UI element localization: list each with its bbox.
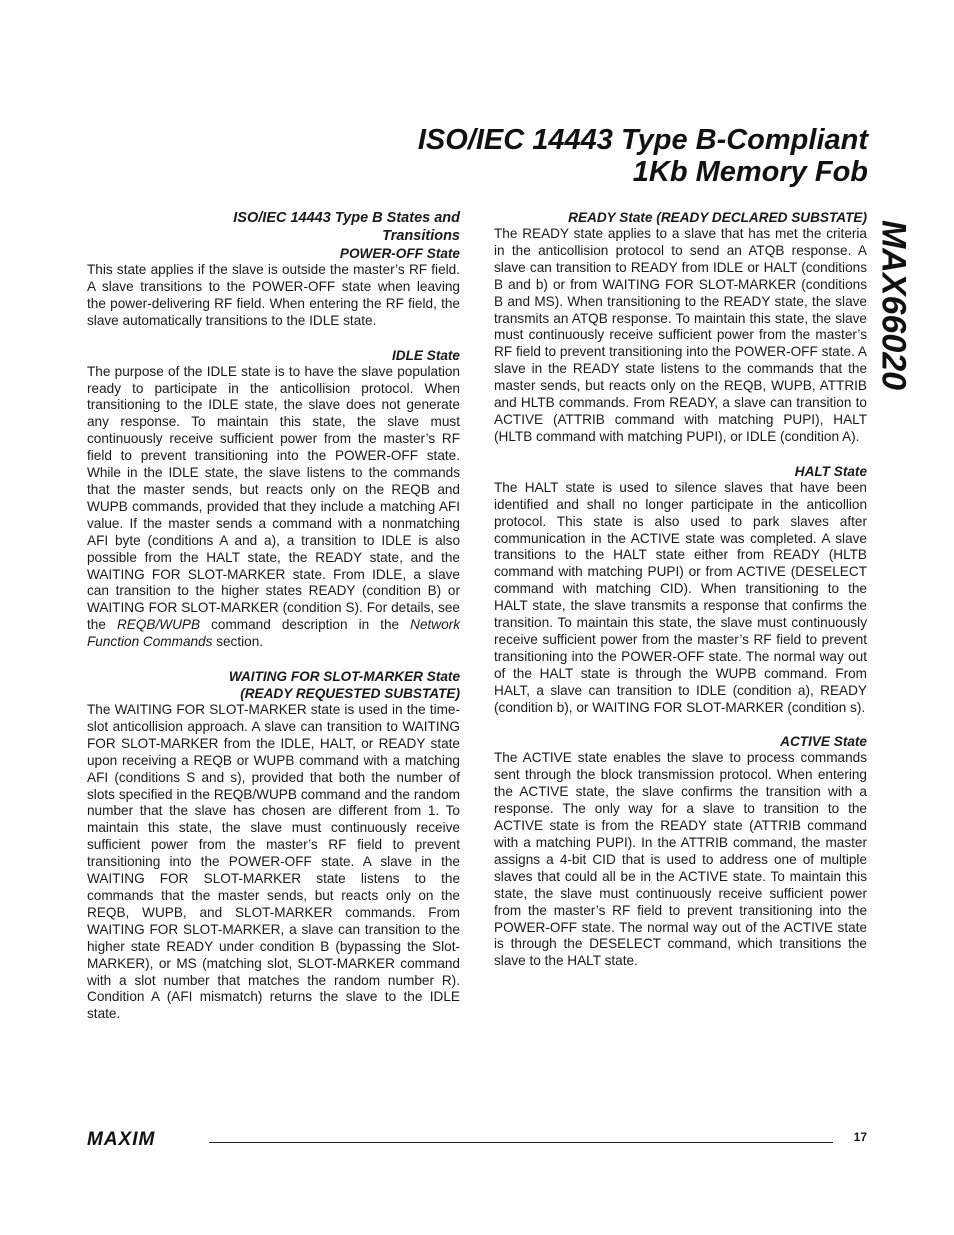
active-heading: ACTIVE State (780, 734, 867, 750)
idle-paragraph (87, 364, 460, 651)
halt-paragraph: The HALT state is used to silence slaves that have been identified and shall no longer participate in the anticollion protocol. This state is also used to park slaves after communication in the ACTIVE state was completed. A slave transitions to the HALT state either from READY (HLTB command with matching PUPI) or from ACTIVE (DESELECT command with matching CID). When transitioning to the HALT state, the slave transmits a response that confirms the transition. To maintain this state, the slave must continuously receive sufficient power from the master’s RF field to prevent transitioning into the POWER-OFF state. The normal way out of the HALT state is through the WUPB command. From HALT, a slave can transition to IDLE (condition a), READY (condition b), or WAITING FOR SLOT-MARKER (condition s). (494, 479, 867, 715)
idle-ref-reqb: REQB/WUPB (116, 617, 201, 633)
wfsm-paragraph: The WAITING FOR SLOT-MARKER state is used in the time-slot anticollision approach. A slave can transition to WAITING FOR SLOT-MARKER from the IDLE, HALT, or READY state upon receiving a REQB or WUPB command with a matching AFI (conditions S and s), provided that both the number of slots specified in the REQB/WUPB command and the random number that the slave has chosen are different from 1. To maintain this state, the slave must continuously receive sufficient power from the master’s RF field to prevent transitioning into the POWER-OFF state. A slave in the WAITING FOR SLOT-MARKER state listens to the commands that the master sends, but reacts only on the REQB, WUPB, and SLOT-MARKER commands. From WAITING FOR SLOT-MARKER, a slave can transition to the higher state READY under condition B (bypassing the Slot-MARKER), or MS (matching slot, SLOT-MARKER command with a slot number that matches the random number R). Condition A (AFI mismatch) returns the slave to the IDLE state. (87, 702, 460, 1022)
svg-text:MAXIM: MAXIM (87, 1130, 156, 1148)
part-number-label: MAX66020 (874, 219, 913, 391)
title-line-1: ISO/IEC 14443 Type B-Compliant (417, 124, 868, 156)
wfsm-heading-line-2: (READY REQUESTED SUBSTATE) (240, 686, 460, 702)
section-heading (87, 209, 460, 245)
page-footer (87, 1128, 867, 1152)
page-number: 17 (853, 1130, 867, 1144)
title-line-2: 1Kb Memory Fob (632, 156, 868, 188)
idle-heading: IDLE State (392, 347, 460, 363)
ready-paragraph: The READY state applies to a slave that has met the criteria in the anticollision protocol to send an ATQB response. A slave can transition to READY from IDLE or HALT (conditions B and b) or from WAITING FOR SLOT-MARKER (conditions B and MS). When transitioning to the READY state, the slave transmits an ATQB response. To maintain this state, the slave must continuously receive sufficient power from the master’s RF field to prevent transitioning into the POWER-OFF state. A slave in the READY state listens to the commands that the master sends, but reacts only on the REQB, WUPB, ATTRIB and HLTB commands. From READY, a slave can transition to ACTIVE (ATTRIB command with matching PUPI), HALT (HLTB command with matching PUPI), or IDLE (condition A). (494, 226, 867, 444)
idle-text-a: The purpose of the IDLE state is to have the slave population ready to participate in the anticollision protocol. When transitioning to the IDLE state, the slave does not generate any response. To maintain this state, the slave must continuously receive sufficient power from the master’s RF field to prevent transitioning into the POWER-OFF state. While in the IDLE state, the slave listens to the commands that the master sends, but reacts only on the REQB and WUPB commands, provided that they include a matching AFI value. If the master sends a command with a nonmatching AFI byte (conditions A and a), a transition to IDLE is also possible from the HALT state, the READY state, and the WAITING FOR SLOT-MARKER state. From IDLE, a slave can transition to the higher states READY (condition B) or WAITING FOR SLOT-MARKER (condition S). For details, see the (87, 363, 460, 633)
footer-rule (209, 1142, 833, 1143)
left-column (87, 209, 460, 1023)
wfsm-heading-line-1: WAITING FOR SLOT-MARKER State (228, 669, 460, 685)
active-paragraph: The ACTIVE state enables the slave to process commands sent through the block transmission protocol. When entering the ACTIVE state, the slave confirms the transition with a response. The only way for a slave to transition to the ACTIVE state is from the READY state (ATTRIB command with a matching PUPI). In the ATTRIB command, the master assigns a 4-bit CID that is used to address one of multiple slaves that could all be in the ACTIVE state. To maintain this state, the slave must continuously receive sufficient power from the master’s RF field to prevent transitioning into the POWER-OFF state. The normal way out of the ACTIVE state is through the DESELECT command, which transitions the slave to the HALT state. (494, 750, 867, 969)
wfsm-heading (87, 668, 460, 702)
section-heading-line-2: Transitions (382, 228, 460, 244)
idle-ref-network: Network Function Commands (87, 617, 461, 650)
side-part-number (868, 210, 918, 400)
poweroff-heading: POWER-OFF State (339, 246, 460, 261)
poweroff-paragraph: This state applies if the slave is outside the master’s RF field. A slave transitions to the POWER-OFF state when leaving the power-delivering RF field. When entering the RF field, the slave automatically transitions to the IDLE state. (87, 262, 460, 328)
document-title (418, 124, 868, 188)
halt-heading: HALT State (794, 463, 867, 479)
right-column (494, 209, 867, 970)
ready-heading: READY State (READY DECLARED SUBSTATE) (568, 210, 867, 225)
maxim-logo (87, 1130, 199, 1153)
section-heading-line-1: ISO/IEC 14443 Type B States and (233, 210, 460, 226)
idle-text-b: command description in the (211, 617, 400, 633)
idle-text-c: section. (216, 634, 264, 650)
